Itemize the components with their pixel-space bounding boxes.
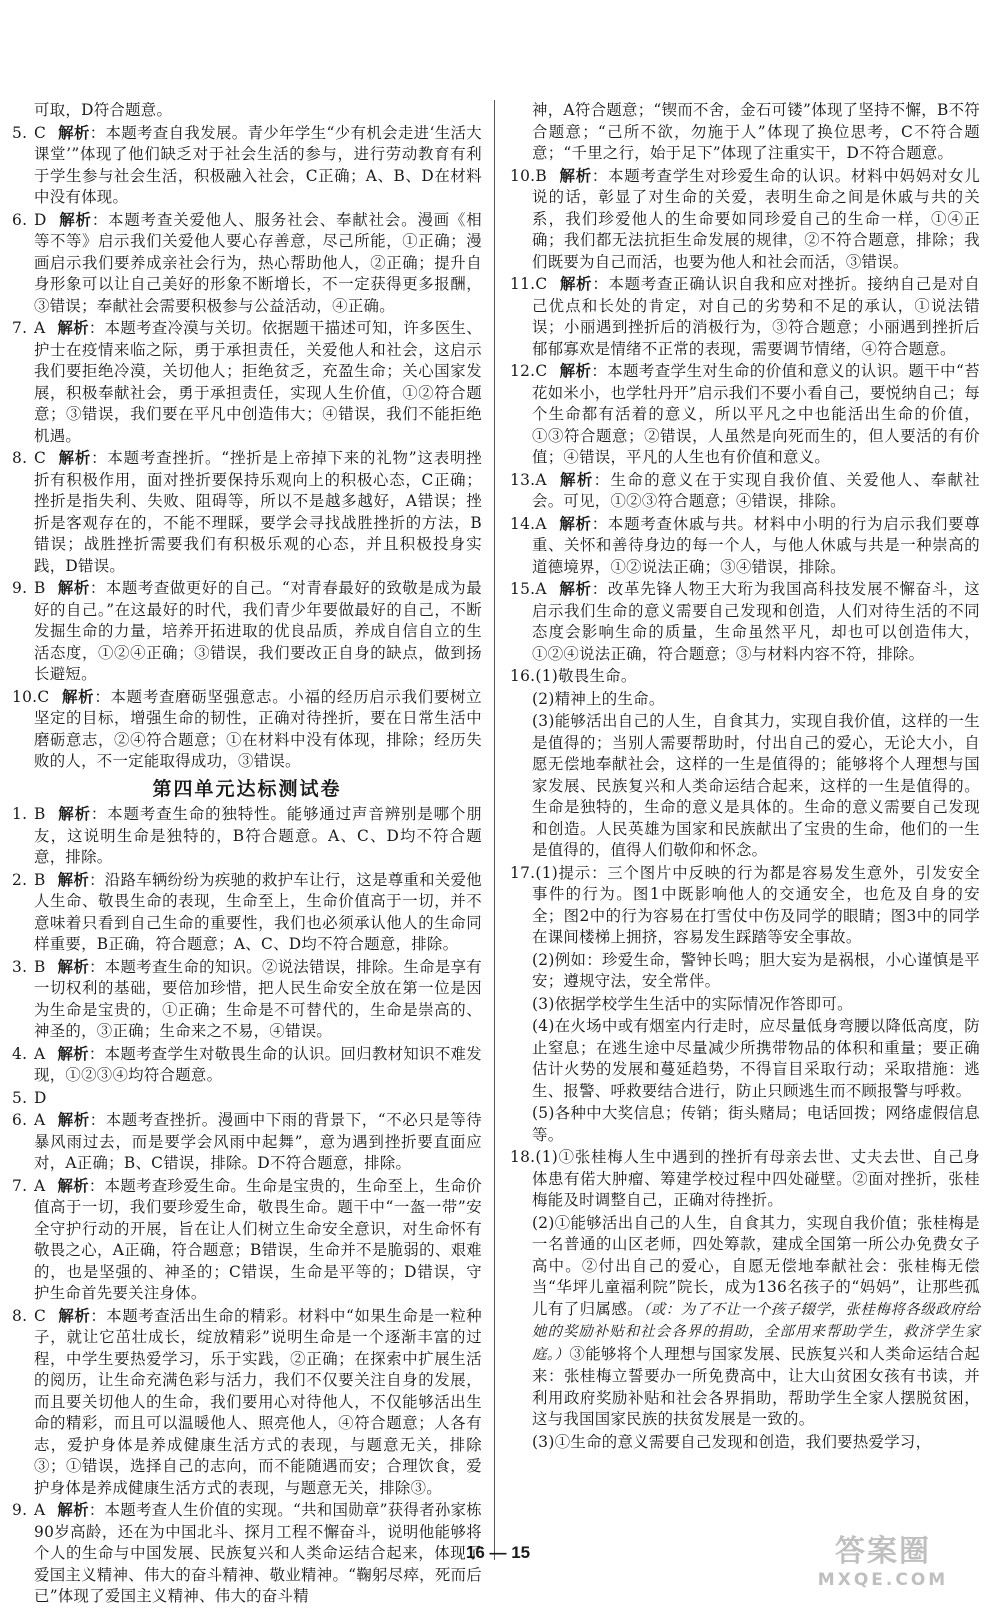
answer-letter: B xyxy=(34,870,46,889)
analysis-text: ：本题考查磨砺坚强意志。小福的经历启示我们要树立坚定的目标，增强生命的韧性，正确对待挫折，要在日常生活中磨砺意志，②④符合题意；①在材料中没有体现，排除；经历失败的人，不一定能取得成功，③错误。 xyxy=(34,687,483,770)
answer-item xyxy=(12,804,482,869)
answer-letter: D xyxy=(34,1088,47,1107)
handwritten-note: （或：为了不让一个孩子辍学，张桂梅将各级政府给她的奖励补贴和社会各界的捐助，全部用来帮助学生，救济学生家庭。） xyxy=(532,1301,980,1363)
answer-letter: B xyxy=(34,957,46,976)
analysis-text: ：本题考查人生价值的实现。“共和国勋章”获得者孙家栋90岁高龄，还在为中国北斗、探月工程不懈奋斗，说明他能够将个人的生命与中国发展、民族复兴和人类命运结合起来，体现了爱国主义精神、伟大的奋斗精神、敬业精神。“鞠躬尽瘁，死而后已”体现了爱国主义精神、伟大的奋斗精 xyxy=(34,1501,482,1605)
watermark-title: 答案圈 xyxy=(835,1534,931,1569)
question-number: 1. xyxy=(12,805,28,823)
answer-item xyxy=(12,448,482,577)
question-number: 11. xyxy=(510,275,536,293)
answer-item xyxy=(510,579,980,665)
answer-item xyxy=(12,1088,482,1110)
question-17-part-4: (4)在火场中或有烟室内行走时，应尽量低身弯腰以降低高度，防止窒息；在逃生途中尽量减少所携带物品的体积和重量；要正确估计火势的发展和蔓延趋势，不得盲目采取行动；采取措施：逃生、报警、呼救要结合进行，防止只顾逃生而不顾报警与呼救。 xyxy=(532,1017,980,1100)
left-column xyxy=(12,100,482,1609)
question-number: 12. xyxy=(510,362,536,380)
question-number: 15. xyxy=(510,580,536,598)
analysis-label: 解析 xyxy=(57,957,90,976)
analysis-text: ：本题考查关爱他人、服务社会、奉献社会。漫画《相等不等》启示我们关爱他人要心存善意，尽己所能，①正确；漫画启示我们要养成亲社会行为，热心帮助他人，②正确；提升自身形象可以让自己美好的形象不断增长，不一定获得更多报酬，③错误；奉献社会需要积极参与公益活动，④正确。 xyxy=(34,210,483,315)
question-number: 14. xyxy=(510,514,536,533)
analysis-label: 解析 xyxy=(559,275,593,293)
question-16: 16.(1)敬畏生命。 xyxy=(510,666,980,688)
analysis-text: ：改革先锋人物王大珩为我国高科技发展不懈奋斗，这启示我们生命的意义需要自己发现和创造，人们对待生活的不同态度会影响生命的质量，生命虽然平凡，却也可以创造伟大，①②④说法正确，符合题意；③与材料内容不符，排除。 xyxy=(532,580,981,663)
analysis-label: 解析 xyxy=(58,123,90,142)
answer-item xyxy=(12,1044,482,1087)
analysis-label: 解析 xyxy=(58,449,92,467)
answer-item xyxy=(12,1176,482,1305)
page-number: 16 — 15 xyxy=(465,1543,531,1562)
question-number: 16. xyxy=(510,667,536,685)
analysis-text: ：本题考查珍爱生命。生命是宝贵的，生命至上，生命价值高于一切，我们要珍爱生命，敬畏生命。题干中“一盔一带”安全守护行动的开展，旨在让人们树立生命安全意识，对生命怀有敬畏之心，A正确，符合题意；B错误，生命并不是脆弱的、艰难的，也是坚强的、神圣的；C错误，生命是平等的；D错误，守护生命首先要关注身体。 xyxy=(34,1176,482,1302)
answer-item xyxy=(12,1306,482,1500)
question-17: 17.(1)提示：三个图片中反映的行为都是容易发生意外，引发安全事件的行为。图1中既影响他人的交通安全，也危及自身的安全；图2中的行为容易在打雪仗中伤及同学的眼睛；图3中的同学在课间楼梯上拥挤，容易发生踩踏等安全事故。 xyxy=(510,863,980,946)
analysis-label: 解析 xyxy=(558,580,592,598)
question-number: 10. xyxy=(510,166,536,185)
answer-letter: A xyxy=(34,319,46,337)
question-number: 9. xyxy=(12,579,28,597)
question-number: 2. xyxy=(12,870,28,889)
analysis-label: 解析 xyxy=(559,362,592,380)
right-answer-list-a xyxy=(510,166,980,666)
analysis-text: ：本题考查挫折。“挫折是上帝掉下来的礼物”这表明挫折有积极作用，面对挫折要保持乐观向上的积极心态，C正确；挫折是指失利、失败、阻碍等，所以不是越多越好，A错误；挫折是客观存在的，不能不理睬，要学会寻找战胜挫折的方法，B错误；战胜挫折需要我们有积极乐观的心态，并且积极投身实践，D错误。 xyxy=(34,449,482,575)
answer-letter: A xyxy=(34,1044,46,1063)
question-number: 5. xyxy=(12,123,28,142)
column-divider xyxy=(494,100,495,1560)
answer-letter: A xyxy=(34,1176,46,1195)
analysis-label: 解析 xyxy=(58,1306,91,1325)
answer-letter: A xyxy=(34,1111,46,1129)
question-number: 4. xyxy=(12,1044,28,1063)
answer-item xyxy=(12,870,482,956)
right-column xyxy=(510,100,980,1454)
left-intro: 可取，D符合题意。 xyxy=(34,101,173,119)
answer-letter: C xyxy=(34,123,47,142)
question-number: 17. xyxy=(510,863,536,882)
analysis-text: ：本题考查生命的知识。②说法错误，排除。生命是享有一切权利的基础，要倍加珍惜，把人民生命安全放在第一位是因为生命是宝贵的，①正确；生命是不可替代的，生命是崇高的、神圣的，③正确；生命来之不易，④错误。 xyxy=(34,957,482,1040)
analysis-text: ：生命的意义在于实现自我价值、关爱他人、奉献社会。可见，①②③符合题意；④错误，排除。 xyxy=(532,470,980,510)
answer-letter: C xyxy=(535,362,548,380)
analysis-label: 解析 xyxy=(559,166,592,185)
analysis-label: 解析 xyxy=(61,687,95,706)
answer-item xyxy=(510,514,980,579)
analysis-text: ：本题考查挫折。漫画中下雨的背景下，“不必只是等待暴风雨过去，而是要学会风雨中起舞”，意为遇到挫折要直面应对，A正确；B、C错误，排除。D不符合题意，排除。 xyxy=(34,1111,482,1172)
site-watermark-logo xyxy=(788,1526,978,1590)
analysis-label: 解析 xyxy=(558,470,594,489)
analysis-label: 解析 xyxy=(57,319,89,337)
question-18-part-3: (3)①生命的意义需要自己发现和创造，我们要热爱学习， xyxy=(532,1432,932,1451)
answer-item xyxy=(12,123,482,209)
answer-letter: D xyxy=(34,210,47,229)
answer-item xyxy=(12,687,482,773)
analysis-label: 解析 xyxy=(558,514,592,533)
answer-letter: B xyxy=(535,166,548,185)
question-number: 3. xyxy=(12,957,28,976)
answer-letter: C xyxy=(37,687,50,706)
question-number: 9. xyxy=(12,1501,28,1519)
analysis-text: ：沿路车辆纷纷为疾驰的救护车让行，这是尊重和关爱他人生命、敬畏生命的表现，生命至上，生命价值高于一切，并不意味着只看到自己生命的重要性，我们也必须承认他人的生命同样重要，B正确，符合题意；A、C、D均不符合题意，排除。 xyxy=(34,870,482,953)
analysis-text: ：本题考查学生对生命的价值和意义的认识。题干中“苔花如米小，也学牡丹开”启示我们不要小看自己，要悦纳自己；每个生命都有活着的意义，所以平凡之中也能活出生命的价值，①③符合题意；②错误，人虽然是向死而生的，但人要活的有价值；④错误，平凡的人生也有价值和意义。 xyxy=(532,362,980,466)
question-17-part-2: (2)例如：珍爱生命，警钟长鸣；胆大妄为是祸根，小心谨慎是平安；遵规守法，安全常伴。 xyxy=(532,950,980,990)
answer-letter: B xyxy=(34,579,46,597)
question-number: 5. xyxy=(12,1088,28,1107)
question-number: 10. xyxy=(12,687,38,706)
analysis-text: ：本题考查冷漠与关切。依据题干描述可知，许多医生、护士在疫情来临之际，勇于承担责任，关爱他人和社会，这启示我们要拒绝冷漠，关切他人；拒绝贫乏，充盈生命；关心国家发展，积极奉献社会，勇于承担责任，实现人生价值，①②符合题意；③错误，我们要在平凡中创造伟大；④错误，我们不能拒绝机遇。 xyxy=(34,319,482,445)
question-number: 6. xyxy=(12,210,28,229)
analysis-label: 解析 xyxy=(57,1176,89,1195)
analysis-label: 解析 xyxy=(58,210,92,229)
analysis-label: 解析 xyxy=(57,1501,89,1519)
answer-item xyxy=(510,166,980,274)
analysis-text: ：本题考查活出生命的精彩。材料中“如果生命是一粒种子，就让它茁壮成长，绽放精彩”说明生命是一个逐渐丰富的过程，中学生要热爱学习，乐于实践，②正确；在探索中扩展生活的阅历，让生命充满色彩与活力，我们不仅要关注自身的发展，而且要关切他人的生命，我们要用心对待他人，不仅能够活出生命的精彩，而且可以温暖他人、照亮他人，④符合题意；人各有志，爱护身体是养成健康生活方式的表现，与题意无关，排除③；①错误，选择自己的志向，而不能随遇而安；合理饮食，爱护身体是养成健康生活方式的表现，与题意无关，排除③。 xyxy=(34,1306,482,1497)
answer-letter: C xyxy=(34,1306,47,1325)
question-number: 8. xyxy=(12,449,28,467)
answer-letter: A xyxy=(34,1501,46,1519)
question-16-part-2: (2)精神上的生命。 xyxy=(532,689,665,708)
left-answer-list-b xyxy=(12,804,482,1608)
answer-letter: A xyxy=(535,580,547,598)
analysis-label: 解析 xyxy=(57,870,90,889)
answer-item xyxy=(510,274,980,360)
answer-letter: C xyxy=(34,449,47,467)
left-answer-list-a xyxy=(12,123,482,773)
analysis-text: ：本题考查正确认识自我和应对挫折。接纳自己是对自己优点和长处的肯定，对自己的劣势和不足的承认，①说法错误；小丽遇到挫折后的消极行为，③符合题意；小丽遇到挫折后郁郁寡欢是情绪不正常的表现，需要调节情绪，④符合题意。 xyxy=(532,275,981,358)
watermark-url: MXQE.COM xyxy=(817,1570,949,1590)
analysis-label: 解析 xyxy=(57,1111,90,1129)
answer-item xyxy=(510,470,980,513)
answer-letter: A xyxy=(535,514,547,533)
analysis-label: 解析 xyxy=(57,579,90,597)
question-number: 7. xyxy=(12,1176,28,1195)
right-intro: 神，A符合题意；“锲而不舍，金石可镂”体现了坚持不懈，B不符合题意；“己所不欲，勿施于人”体现了换位思考，C不符合题意；“千里之行，始于足下”体现了注重实干，D不符合题意。 xyxy=(532,101,980,162)
analysis-text: ：本题考查生命的独特性。能够通过声音辨别是哪个朋友，这说明生命是独特的，B符合题意。A、C、D均不符合题意，排除。 xyxy=(34,805,482,866)
answer-item xyxy=(510,361,980,469)
question-18: 18.(1)①张桂梅人生中遇到的挫折有母亲去世、丈夫去世、自己身体患有偌大肿瘤、筹建学校过程中四处碰壁。②面对挫折，张桂梅能及时调整自己，正确对待挫折。 xyxy=(510,1148,980,1209)
analysis-label: 解析 xyxy=(57,805,91,823)
analysis-text: ：本题考查学生对珍爱生命的认识。材料中妈妈对女儿说的话，彰显了对生命的关爱，表明生命之间是休戚与共的关系，我们珍爱他人的生命要如同珍爱自己的生命一样，①④正确；我们都无法抗拒生命发展的规律，②不符合题意，排除；我们既要为自己而活，也要为他人和社会而活，③错误。 xyxy=(532,166,980,271)
answer-letter: C xyxy=(535,275,548,293)
question-number: 6. xyxy=(12,1111,28,1129)
analysis-text: ：本题考查学生对敬畏生命的认识。回归教材知识不难发现，①②③④均符合题意。 xyxy=(34,1044,482,1084)
answer-item xyxy=(12,318,482,447)
answer-letter: A xyxy=(535,470,547,489)
question-number: 18. xyxy=(510,1148,536,1166)
question-17-part-3: (3)依据学校学生生活中的实际情况作答即可。 xyxy=(532,994,853,1013)
question-18-part-2: (2)①能够活出自己的人生，自食其力，实现自我价值；张桂梅是一名普通的山区老师，四处筹款，建成全国第一所公办免费女子高中。②付出自己的爱心，自愿无偿地奉献社会：张桂梅无偿当“华坪儿童福利院”院长，成为136名孩子的“妈妈”，让那些孤儿有了归属感。（或：为了不让一个孩子辍学，张桂梅将各级政府给她的奖励补贴和社会各界的捐助，全部用来帮助学生，救济学生家庭。）③能够将个人理想与国家发展、民族复兴和人类命运结合起来：张桂梅立誓要办一所免费高中，让大山贫困女孩有书读，并利用政府奖励补贴和社会各界捐助，帮助学生全家人摆脱贫困，这与我国国家民族的扶贫发展是一致的。 xyxy=(532,1213,980,1428)
answer-item xyxy=(12,578,482,686)
question-16-part-3: (3)能够活出自己的人生，自食其力，实现自我价值，这样的一生是值得的；当别人需要帮助时，付出自己的爱心，无论大小，自愿无偿地奉献社会，这样的一生是值得的；能够将个人理想与国家发展、民族复兴和人类命运结合起来，这样的一生是值得的。生命是独特的，生命的意义是具体的。生命的意义需要自己发现和创造。人民英雄为国家和民族献出了宝贵的生命，他们的一生是值得的，值得人们敬仰和怀念。 xyxy=(532,712,980,859)
answer-item xyxy=(12,957,482,1043)
question-number: 7. xyxy=(12,319,28,337)
answer-letter: B xyxy=(34,805,46,823)
question-17-part-5: (5)各种中大奖信息；传销；街头赌局；电话回拨；网络虚假信息等。 xyxy=(532,1104,980,1144)
analysis-text: ：本题考查做更好的自己。“对青春最好的致敬是成为最好的自己。”在这最好的时代，我们青少年要做最好的自己，不断发掘生命的力量，培养开拓进取的优良品质，养成自信自立的生活态度，①②④正确；③错误，我们要改正自身的缺点，做到扬长避短。 xyxy=(34,579,482,683)
section-title: 第四单元达标测试卷 xyxy=(152,777,342,800)
answer-item xyxy=(12,1110,482,1175)
answer-item xyxy=(12,210,482,318)
analysis-text: ：本题考查休戚与共。材料中小明的行为启示我们要尊重、关怀和善待身边的每一个人，与他人休戚与共是一种崇高的道德境界，①②说法正确；③④错误，排除。 xyxy=(532,514,981,576)
question-number: 8. xyxy=(12,1306,28,1325)
analysis-label: 解析 xyxy=(57,1044,89,1063)
question-number: 13. xyxy=(510,470,536,489)
analysis-text: ：本题考查自我发展。青少年学生“少有机会走进‘生活大课堂’”体现了他们缺乏对于社会生活的参与，进行劳动教育有利于学生参与社会生活，积极融入社会，C正确；A、B、D在材料中没有体现。 xyxy=(34,123,483,206)
